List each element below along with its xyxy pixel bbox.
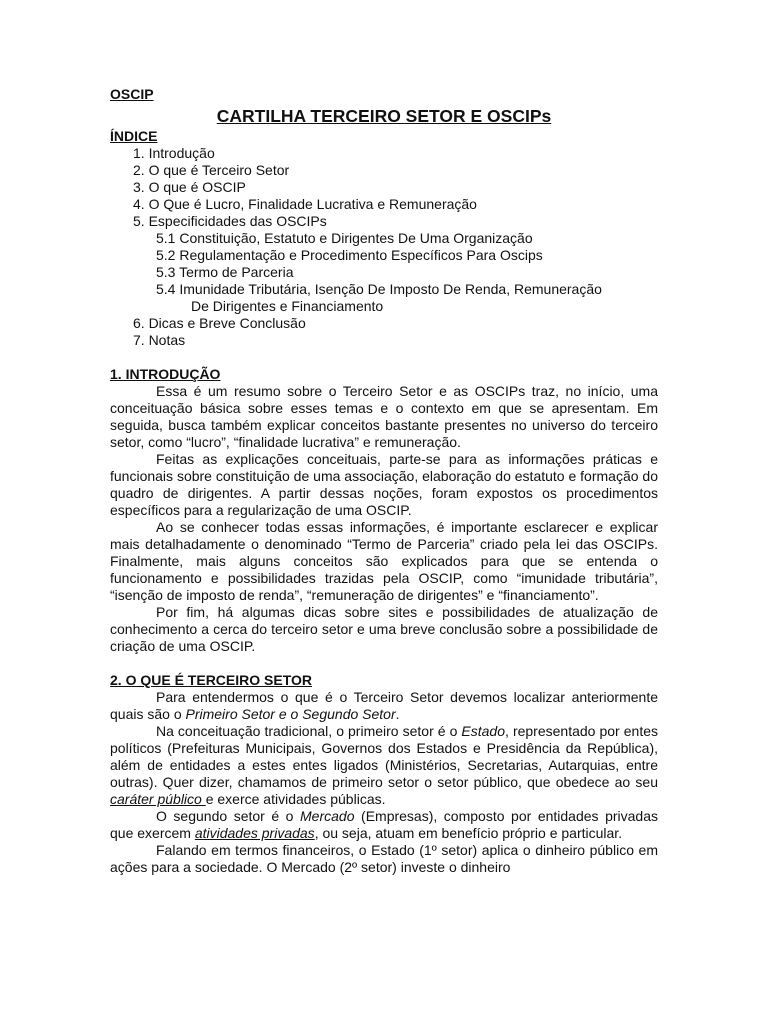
text-run: O segundo setor é o — [156, 808, 301, 824]
italic-run: Estado — [461, 723, 506, 739]
section-2-heading: 2. O QUE É TERCEIRO SETOR — [110, 672, 313, 688]
italic-run: Primeiro Setor e o Segundo Setor — [185, 706, 396, 722]
section-1-heading: 1. INTRODUÇÃO — [110, 366, 221, 382]
text-run: Na conceituação tradicional, o primeiro setor é o — [156, 723, 462, 739]
index-subitem: 5.1 Constituição, Estatuto e Dirigentes De Uma Organização — [156, 230, 533, 246]
document-page — [110, 86, 658, 876]
section-1-paragraph: Feitas as explicações conceituais, parte-se para as informações práticas e funcionais sobre constituição de uma associação, elaboração do estatuto e formação do quadro de dirigentes. A partir dessas noções, foram expostos os procedimentos específicos para a regularização de uma OSCIP. — [110, 451, 658, 518]
text-run: , ou seja, atuam em benefício próprio e particular. — [314, 825, 623, 841]
index-list — [110, 145, 658, 349]
text-run: e exerce atividades públicas. — [205, 791, 386, 807]
text-run: (Empresas), composto por entidades privadas que exercem — [110, 808, 658, 841]
text-run: . — [395, 706, 400, 722]
italic-underlined-run: caráter público — [110, 791, 206, 807]
index-subitem-continuation: De Dirigentes e Financiamento — [191, 298, 384, 314]
section-1-paragraph: Essa é um resumo sobre o Terceiro Setor e as OSCIPs traz, no início, uma conceituação básica sobre esses temas e o contexto em que se apresentam. Em seguida, busca também explicar conceitos bastante presentes no universo do terceiro setor, como “lucro”, “finalidade lucrativa” e remuneração. — [110, 383, 658, 450]
index-item: 3. O que é OSCIP — [133, 179, 246, 195]
index-item: 1. Introdução — [133, 145, 215, 161]
index-item: 7. Notas — [133, 332, 186, 348]
doc-title: CARTILHA TERCEIRO SETOR E OSCIPs — [216, 106, 552, 126]
index-heading: ÍNDICE — [110, 128, 158, 144]
text-run: , representado por entes políticos (Prefeituras Municipais, Governos dos Estados e Presidência da República), além de entidades a estes entes ligados (Ministérios, Secretarias, Autarquias, entre outras). Quer dizer, chamamos de primeiro setor o setor público, que obedece ao seu — [110, 723, 658, 790]
index-subitem: 5.2 Regulamentação e Procedimento Específicos Para Oscips — [156, 247, 543, 263]
index-item: 4. O Que é Lucro, Finalidade Lucrativa e Remuneração — [133, 196, 477, 212]
section-2-paragraph — [110, 723, 658, 808]
index-item: 5. Especificidades das OSCIPs — [133, 213, 327, 229]
index-subitem: 5.4 Imunidade Tributária, Isenção De Imposto De Renda, Remuneração — [156, 281, 602, 297]
section-1-paragraph: Ao se conhecer todas essas informações, é importante esclarecer e explicar mais detalhadamente o denominado “Termo de Parceria” criado pela lei das OSCIPs. Finalmente, mais alguns conceitos são explicados para que se entenda o funcionamento e possibilidades trazidas pela OSCIP, como “imunidade tributária”, “isenção de imposto de renda”, “remuneração de dirigentes” e “financiamento”. — [110, 519, 658, 603]
section-2-paragraph: Falando em termos financeiros, o Estado (1º setor) aplica o dinheiro público em ações para a sociedade. O Mercado (2º setor) investe o dinheiro — [110, 842, 658, 875]
index-item: 6. Dicas e Breve Conclusão — [133, 315, 306, 331]
italic-run: Mercado — [300, 808, 355, 824]
index-subitem: 5.3 Termo de Parceria — [156, 264, 294, 280]
section-2-paragraph — [110, 808, 658, 842]
italic-underlined-run: atividades privadas — [194, 825, 315, 841]
section-1-paragraph: Por fim, há algumas dicas sobre sites e possibilidades de atualização de conhecimento a cerca do terceiro setor e uma breve conclusão sobre a possibilidade de criação de uma OSCIP. — [110, 604, 658, 654]
doc-label: OSCIP — [110, 86, 154, 102]
text-run: Para entendermos o que é o Terceiro Setor devemos localizar anteriormente quais são o — [110, 689, 658, 722]
index-item: 2. O que é Terceiro Setor — [133, 162, 290, 178]
section-2-paragraph — [110, 689, 658, 723]
